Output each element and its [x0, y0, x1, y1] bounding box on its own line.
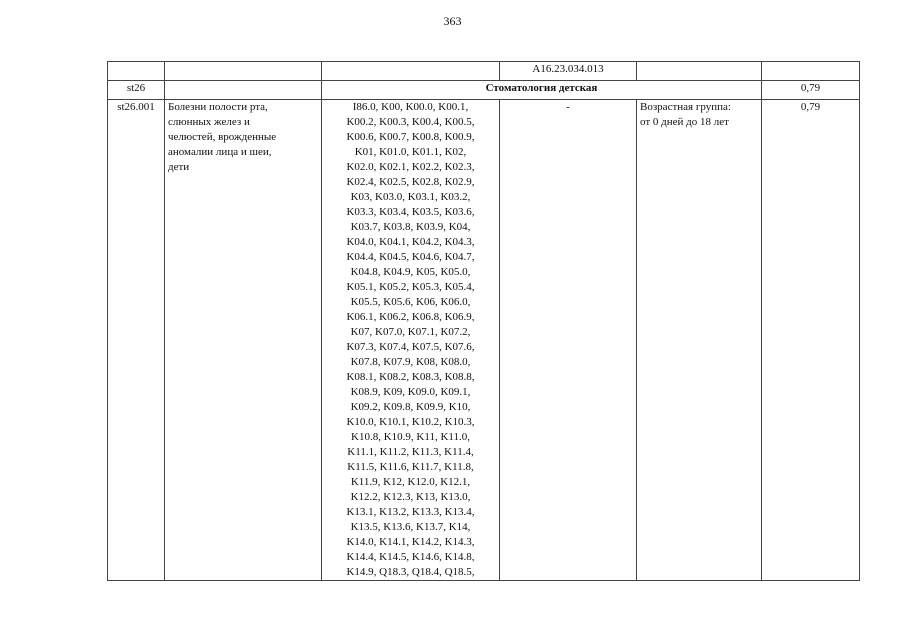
cell-empty: [165, 81, 322, 100]
name-line: дети: [168, 161, 190, 173]
cell-empty: [322, 62, 500, 81]
mkb-line: K13.1, K13.2, K13.3, K13.4,: [346, 506, 475, 518]
name-line: аномалии лица и шеи,: [168, 146, 272, 158]
mkb-line: K09.2, K09.8, K09.9, K10,: [350, 401, 471, 413]
criterion-line: от 0 дней до 18 лет: [640, 116, 729, 128]
criterion-line: Возрастная группа:: [640, 101, 731, 113]
mkb-line: K04.0, K04.1, K04.2, K04.3,: [346, 236, 475, 248]
mkb-line: K05.5, K05.6, K06, K06.0,: [350, 296, 471, 308]
mkb-codes-cell: [322, 100, 500, 581]
mkb-line: K11.9, K12, K12.0, K12.1,: [350, 476, 471, 488]
name-line: слюнных желез и: [168, 116, 250, 128]
cell-empty: [165, 62, 322, 81]
item-code-cell: st26.001: [108, 100, 165, 581]
ksg-table: [107, 61, 860, 581]
item-name-cell: [165, 100, 322, 581]
mkb-line: K06.1, K06.2, K06.8, K06.9,: [346, 311, 475, 323]
mkb-line: K07.3, K07.4, K07.5, K07.6,: [346, 341, 475, 353]
table-row-group: [108, 81, 860, 100]
mkb-line: K03.7, K03.8, K03.9, K04,: [350, 221, 471, 233]
table-row-item: [108, 100, 860, 581]
mkb-line: I86.0, K00, K00.0, K00.1,: [352, 101, 469, 113]
operation-code-cell: А16.23.034.013: [500, 62, 637, 81]
mkb-line: K00.6, K00.7, K00.8, K00.9,: [346, 131, 475, 143]
name-line: Болезни полости рта,: [168, 101, 268, 113]
group-coefficient-cell: 0,79: [762, 81, 860, 100]
item-criterion-cell: [637, 100, 762, 581]
mkb-line: K04.4, K04.5, K04.6, K04.7,: [346, 251, 475, 263]
cell-empty: [108, 62, 165, 81]
mkb-line: K10.8, K10.9, K11, K11.0,: [351, 431, 470, 443]
mkb-line: K02.4, K02.5, K02.8, K02.9,: [346, 176, 475, 188]
name-line: челюстей, врожденные: [168, 131, 277, 143]
mkb-line: K08.1, K08.2, K08.3, K08.8,: [346, 371, 475, 383]
mkb-line: K03.3, K03.4, K03.5, K03.6,: [346, 206, 475, 218]
group-title-cell: Стоматология детская: [322, 81, 762, 100]
mkb-line: K13.5, K13.6, K13.7, K14,: [350, 521, 471, 533]
page-number: 363: [443, 14, 462, 28]
mkb-line: K00.2, K00.3, K00.4, K00.5,: [346, 116, 475, 128]
mkb-line: K10.0, K10.1, K10.2, K10.3,: [346, 416, 475, 428]
mkb-line: K07, K07.0, K07.1, K07.2,: [350, 326, 471, 338]
cell-empty: [762, 62, 860, 81]
mkb-line: K07.8, K07.9, K08, K08.0,: [350, 356, 471, 368]
mkb-line: K03, K03.0, K03.1, K03.2,: [350, 191, 471, 203]
mkb-line: K04.8, K04.9, K05, K05.0,: [350, 266, 471, 278]
mkb-line: K11.5, K11.6, K11.7, K11.8,: [347, 461, 474, 473]
cell-empty: [637, 62, 762, 81]
mkb-line: K14.4, K14.5, K14.6, K14.8,: [346, 551, 475, 563]
item-coefficient-cell: 0,79: [762, 100, 860, 581]
mkb-line: K11.1, K11.2, K11.3, K11.4,: [347, 446, 474, 458]
mkb-line: K12.2, K12.3, K13, K13.0,: [350, 491, 471, 503]
group-code-cell: st26: [108, 81, 165, 100]
mkb-line: K02.0, K02.1, K02.2, K02.3,: [346, 161, 475, 173]
mkb-line: K14.9, Q18.3, Q18.4, Q18.5,: [346, 566, 475, 578]
mkb-line: K05.1, K05.2, K05.3, K05.4,: [346, 281, 475, 293]
item-operation-cell: -: [500, 100, 637, 581]
mkb-line: K01, K01.0, K01.1, K02,: [354, 146, 467, 158]
mkb-line: K08.9, K09, K09.0, K09.1,: [350, 386, 471, 398]
mkb-line: K14.0, K14.1, K14.2, K14.3,: [346, 536, 475, 548]
table-row-top: [108, 62, 860, 81]
